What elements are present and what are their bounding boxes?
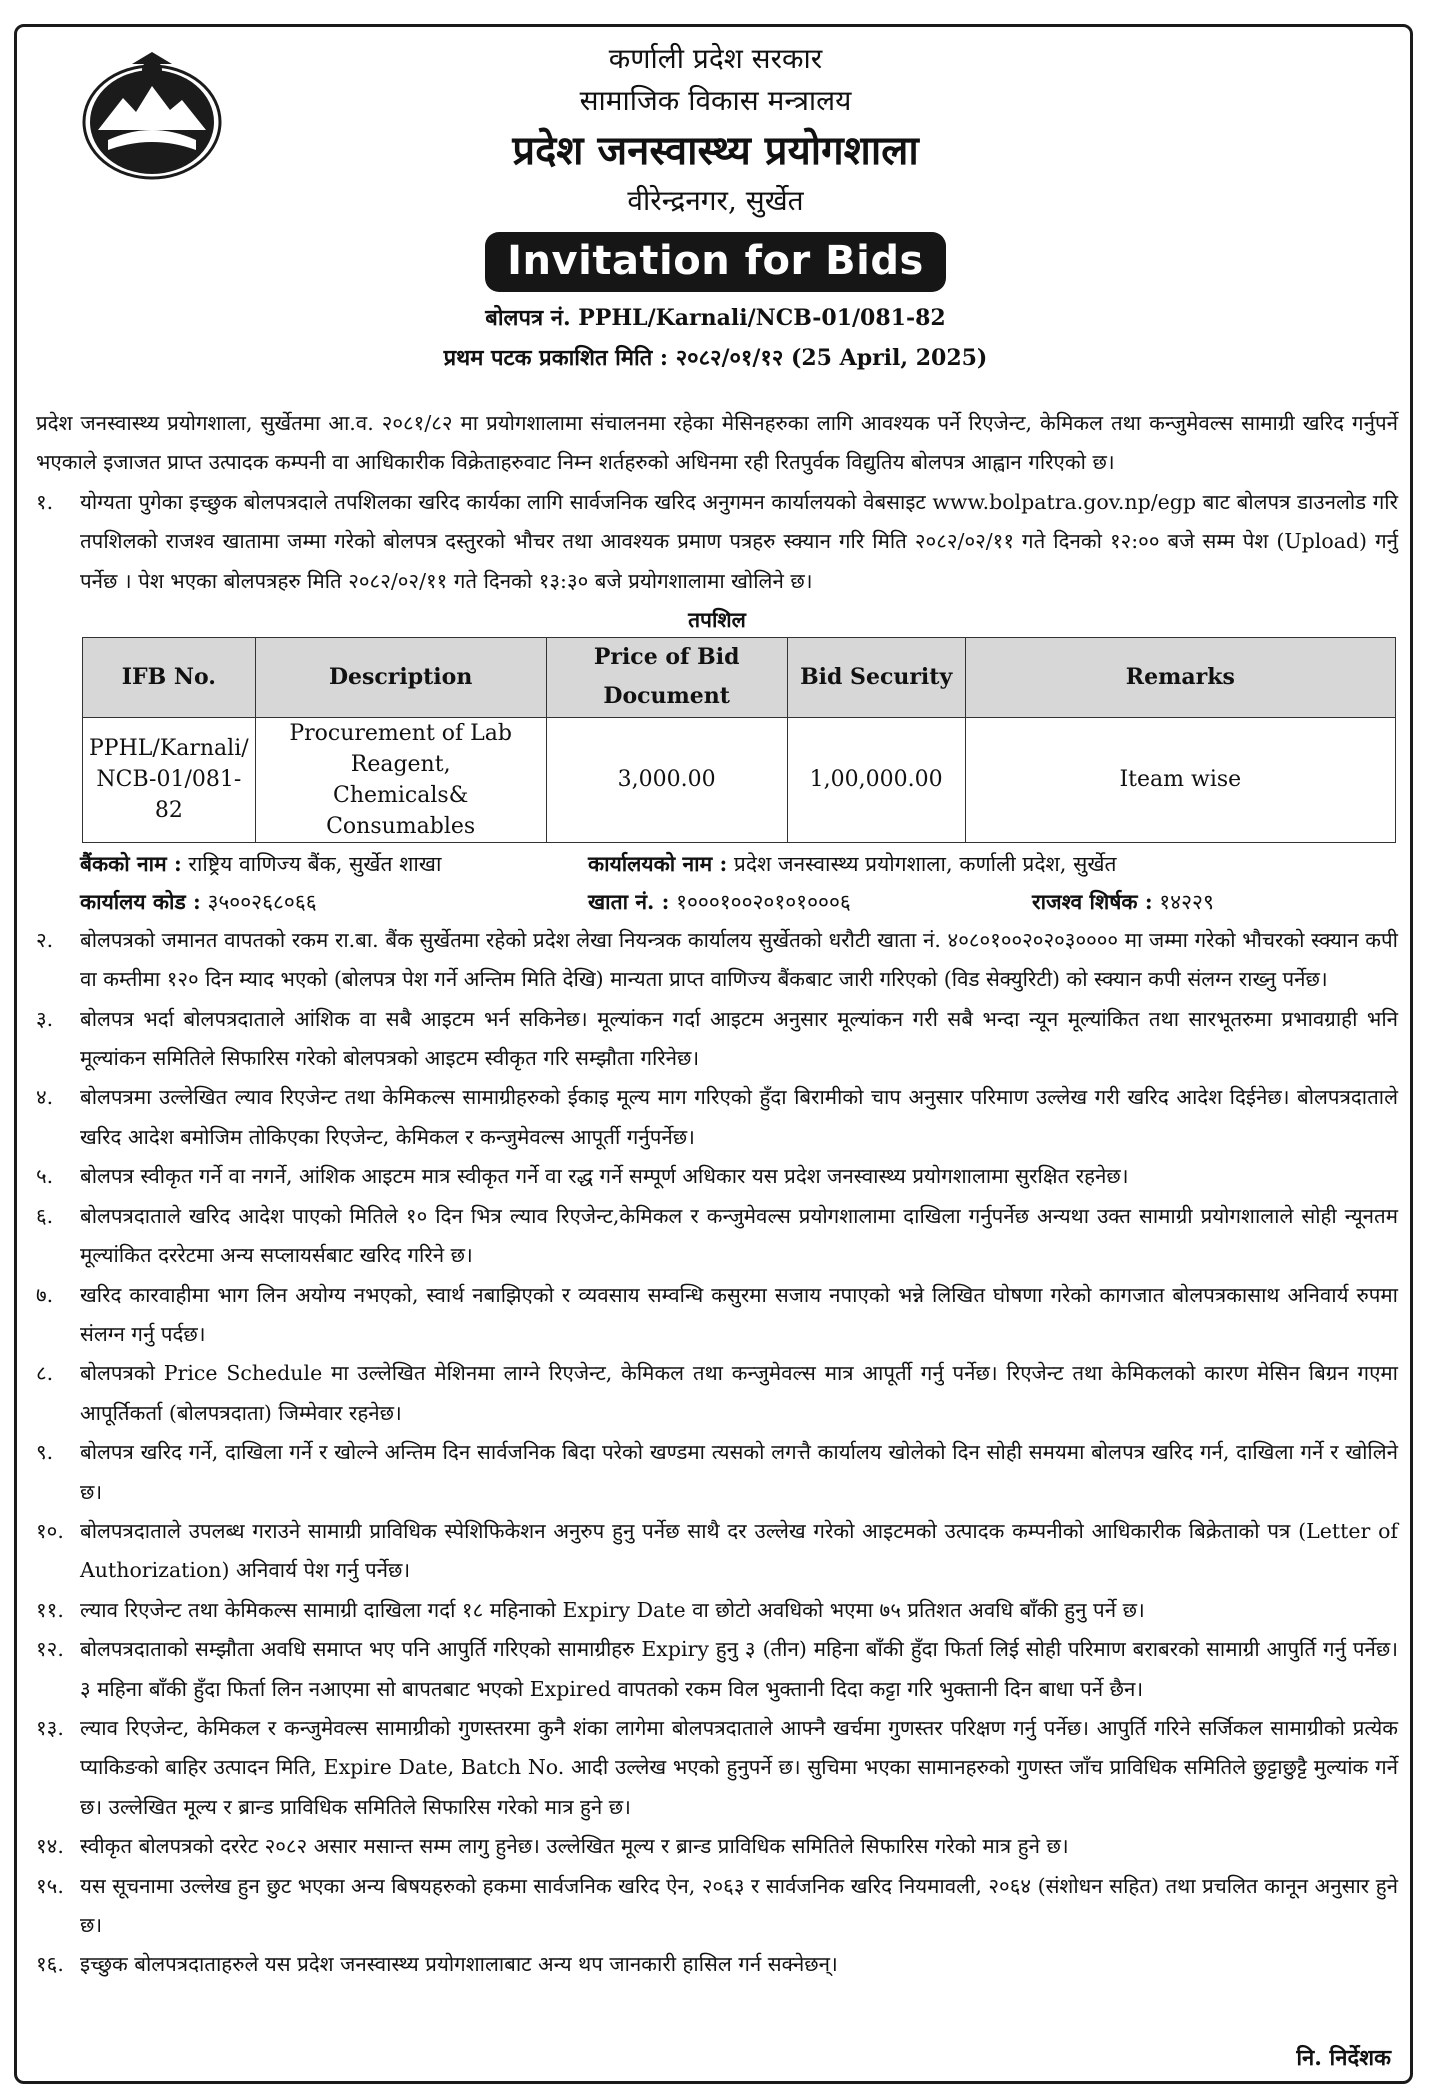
table-row xyxy=(83,717,1396,842)
office-code-label: कार्यालय कोड : xyxy=(80,888,201,914)
ministry-name: सामाजिक विकास मन्त्रालय xyxy=(579,84,852,117)
item-number: ६. xyxy=(36,1203,54,1228)
item-text: बोलपत्रदाताले उपलब्ध गराउने सामाग्री प्राविधिक स्पेशिफिकेशन अनुरुप हुनु पर्नेछ साथै दर उल्लेख गरेको आइटमको उत्पादक कम्पनीको आधिकारीक बिक्रेताको पत्र (Letter of Authorization) अनिवार्य पेश गर्नु पर्नेछ। xyxy=(80,1518,1398,1583)
ifb-line-2: NCB-01/081-82 xyxy=(96,767,242,824)
table-header-row xyxy=(83,638,1396,718)
item-text: ल्याव रिएजेन्ट तथा केमिकल्स सामाग्री दाखिला गर्दा १८ महिनाको Expiry Date वा छोटो अवधिको भएमा ७५ प्रतिशत अवधि बाँकी हुनु पर्ने छ। xyxy=(80,1597,1145,1622)
list-item xyxy=(36,1630,1398,1709)
ifb-line-1: PPHL/Karnali/ xyxy=(89,736,249,762)
item-number: १३. xyxy=(36,1715,64,1740)
item-text: यस सूचनामा उल्लेख हुन छुट भएका अन्य बिषयहरुको हकमा सार्वजनिक खरिद ऐन, २०६३ र सार्वजनिक खरिद नियमावली, २०६४ (संशोधन सहित) तथा प्रचलित कानून अनुसार हुने छ। xyxy=(80,1873,1398,1937)
desc-line-1: Procurement of Lab Reagent, xyxy=(289,720,512,777)
item-number: १६. xyxy=(36,1952,64,1977)
bank-name xyxy=(80,845,588,883)
schedule-table xyxy=(82,637,1396,843)
revenue-label: राजश्व शिर्षक : xyxy=(1032,888,1153,914)
item-text: खरिद कारवाहीमा भाग लिन अयोग्य नभएको, स्वार्थ नबाझिएको र व्यवसाय सम्वन्धि कसुरमा सजाय नपाएको भन्ने लिखित घोषणा गरेको कागजात बोलपत्रकासाथ अनिवार्य रुपमा संलग्न गर्नु पर्दछ। xyxy=(80,1282,1398,1346)
list-item xyxy=(36,483,1398,601)
list-item xyxy=(36,1197,1398,1276)
item-text: स्वीकृत बोलपत्रको दररेट २०८२ असार मसान्त सम्म लागु हुनेछ। उल्लेखित मूल्य र ब्रान्ड प्राविधिक समितिले सिफारिस गरेको मात्र हुने छ। xyxy=(80,1834,1069,1859)
list-item xyxy=(36,1867,1398,1946)
item-number: १५. xyxy=(36,1873,64,1898)
schedule-title: तपशिल xyxy=(688,607,746,633)
item-text: बोलपत्रको Price Schedule मा उल्लेखित मेशिनमा लाग्ने रिएजेन्ट, केमिकल तथा कन्जुमेवल्स मात्र आपूर्ती गर्नु पर्नेछ। रिएजेन्ट तथा केमिकलको कारण मेसिन बिग्रन गएमा आपूर्तिकर्ता (बोलपत्रदाता) जिम्मेवार रहनेछ। xyxy=(80,1361,1398,1425)
item-text: बोलपत्रदाताले खरिद आदेश पाएको मितिले १० दिन भित्र ल्याव रिएजेन्ट,केमिकल र कन्जुमेवल्स प्रयोगशालामा दाखिला गर्नुपर्नेछ अन्यथा उक्त सामाग्री प्रयोगशालाले सोही न्यूनतम मूल्यांकित दररेटमा अन्य सप्लायर्सबाट खरिद गरिने छ। xyxy=(80,1203,1398,1268)
col-remarks: Remarks xyxy=(965,638,1395,718)
item-text: बोलपत्रको जमानत वापतको रकम रा.बा. बैंक सुर्खेतमा रहेको प्रदेश लेखा नियन्त्रक कार्यालय सुर्खेतको धरौटी खाता नं. ४०८०१००२०२०३०००० मा जम्मा गरेको भौचरको स्क्यान कपी वा कम्तीमा १२० दिन म्याद भएको (बोलपत्र पेश गर्ने अन्तिम मिति देखि) मान्यता प्राप्त वाणिज्य बैंकबाट जारी गरिएको (विड सेक्युरिटी) को स्क्यान कपी संलग्न राख्नु पर्नेछ। xyxy=(80,927,1398,992)
item-text: ल्याव रिएजेन्ट, केमिकल र कन्जुमेवल्स सामाग्रीको गुणस्तरमा कुनै शंका लागेमा बोलपत्रदाताले आफ्नै खर्चमा गुणस्तर परिक्षण गर्नु पर्नेछ। आपुर्ति गरिने सर्जिकल सामाग्रीको प्रत्येक प्याकिङको बाहिर उत्पादन मिति, Expire Date, Batch No. आदी उल्लेख भएको हुनुपर्ने छ। सुचिमा भएका सामानहरुको गुणस्त जाँच प्राविधिक समितिले छुट्टाछुट्टै मुल्यांक गर्ने छ। उल्लेखित मूल्य र ब्रान्ड प्राविधिक समितिले सिफारिस गरेको मात्र हुने छ। xyxy=(80,1715,1398,1819)
col-price: Price of Bid Document xyxy=(546,638,787,718)
signature-title: नि. निर्देशक xyxy=(1296,2045,1391,2071)
bank-name-value: राष्ट्रिय वाणिज्य बैंक, सुर्खेत शाखा xyxy=(188,851,442,876)
invitation-badge: Invitation for Bids xyxy=(485,232,946,292)
item-text: बोलपत्रदाताको सम्झौता अवधि समाप्त भए पनि आपुर्ति गरिएको सामाग्रीहरु Expiry हुनु ३ (तीन) महिना बाँकी हुँदा फिर्ता लिई सोही परिमाण बराबरको सामाग्री आपुर्ति गर्नु पर्नेछ। ३ महिना बाँकी हुँदा फिर्ता लिन नआएमा सो बापतबाट भएको Expired वापतको रकम विल भुक्तानी दिदा कट्टा गरि भुक्तानी दिन बाधा पर्ने छैन। xyxy=(80,1637,1398,1701)
revenue-head xyxy=(1032,883,1214,921)
item-text: योग्यता पुगेका इच्छुक बोलपत्रदाले तपशिलका खरिद कार्यका लागि सार्वजनिक खरिद अनुगमन कार्यालयको वेबसाइट www.bolpatra.gov.np/egp बाट बोलपत्र डाउनलोड गरि तपशिलको राजश्व खातामा जम्मा गरेको बोलपत्र दस्तुरको भौचर तथा आवश्यक प्रमाण पत्रहरु स्क्यान गरि मिति २०८२/०२/११ गते दिनको १२:०० बजे सम्म पेश (Upload) गर्नु पर्नेछ । पेश भएका बोलपत्रहरु मिति २०८२/०२/११ गते दिनको १३:३० बजे प्रयोगशालामा खोलिने छ। xyxy=(80,489,1398,593)
publish-date: प्रथम पटक प्रकाशित मिति : २०८२/०१/१२ (25 April, 2025) xyxy=(443,345,988,371)
item-number: १२. xyxy=(36,1637,64,1662)
province-government: कर्णाली प्रदेश सरकार xyxy=(608,42,823,75)
account-value: १०००१००२०१०१०००६ xyxy=(676,889,851,914)
item-number: ३. xyxy=(36,1006,54,1031)
item-text: बोलपत्र स्वीकृत गर्ने वा नगर्ने, आंशिक आइटम मात्र स्वीकृत गर्ने वा रद्ध गर्ने सम्पूर्ण अधिकार यस प्रदेश जनस्वास्थ्य प्रयोगशालामा सुरक्षित रहनेछ। xyxy=(80,1164,1129,1189)
office-location: वीरेन्द्रनगर, सुर्खेत xyxy=(627,184,804,217)
account-number xyxy=(588,883,1032,921)
notice-header xyxy=(0,38,1431,378)
cell-remarks: Iteam wise xyxy=(965,717,1395,842)
col-description: Description xyxy=(255,638,546,718)
item-number: ८. xyxy=(36,1361,54,1386)
office-name xyxy=(588,845,1117,883)
cell-description xyxy=(255,717,546,842)
item-number: १. xyxy=(36,489,54,514)
bank-name-label: बैंकको नाम : xyxy=(80,850,182,876)
item-number: ९. xyxy=(36,1440,54,1465)
account-label: खाता नं. : xyxy=(588,888,670,914)
list-item xyxy=(36,1157,1398,1196)
list-item xyxy=(36,1000,1398,1079)
office-code xyxy=(80,883,588,921)
list-item xyxy=(36,1591,1398,1630)
revenue-value: १४२२९ xyxy=(1159,889,1214,914)
bank-row-1 xyxy=(80,845,1398,883)
list-item xyxy=(36,1078,1398,1157)
item-number: १०. xyxy=(36,1518,64,1543)
list-item xyxy=(36,1945,1398,1984)
list-item xyxy=(36,1827,1398,1866)
item-text: बोलपत्र खरिद गर्ने, दाखिला गर्ने र खोल्ने अन्तिम दिन सार्वजनिक बिदा परेको खण्डमा त्यसको लगत्तै कार्यालय खोलेको दिन सोही समयमा बोलपत्र खरिद गर्न, दाखिला गर्ने र खोलिने छ। xyxy=(80,1440,1398,1504)
bid-number: बोलपत्र नं. PPHL/Karnali/NCB-01/081-82 xyxy=(485,305,946,331)
office-code-value: ३५००२६८०६६ xyxy=(207,889,317,914)
intro-paragraph: प्रदेश जनस्वास्थ्य प्रयोगशाला, सुर्खेतमा आ.व. २०८१/८२ मा प्रयोगशालामा संचालनमा रहेका मेसिनहरुका लागि आवश्यक पर्ने रिएजेन्ट, केमिकल तथा कन्जुमेवल्स सामाग्री खरिद गर्नुपर्ने भएकाले इजाजत प्राप्त उत्पादक कम्पनी वा आधिकारीक विक्रेताहरुवाट निम्न शर्तहरुको अधिनमा रही रितपुर्वक विद्युतिय बोलपत्र आह्वान गरिएको छ। xyxy=(36,411,1398,475)
list-item xyxy=(36,1354,1398,1433)
item-text: बोलपत्र भर्दा बोलपत्रदाताले आंशिक वा सबै आइटम भर्न सकिनेछ। मूल्यांकन गर्दा आइटम अनुसार मूल्यांकन गरी सबै भन्दा न्यून मूल्यांकित तथा सारभूतरुमा प्रभावग्राही भनि मूल्यांकन समितिले सिफारिस गरेको बोलपत्रको आइटम स्वीकृत गरि सम्झौता गरिनेछ। xyxy=(80,1006,1398,1071)
item-number: ७. xyxy=(36,1282,54,1307)
item-number: ११. xyxy=(36,1597,64,1622)
bank-row-2 xyxy=(80,883,1398,921)
list-item xyxy=(36,1276,1398,1355)
office-name-value: प्रदेश जनस्वास्थ्य प्रयोगशाला, कर्णाली प्रदेश, सुर्खेत xyxy=(733,851,1117,876)
item-text: इच्छुक बोलपत्रदाताहरुले यस प्रदेश जनस्वास्थ्य प्रयोगशालाबाट अन्य थप जानकारी हासिल गर्न सक्नेछन्। xyxy=(80,1952,838,1977)
desc-line-2: Chemicals& Consumables xyxy=(326,782,476,839)
item-number: ५. xyxy=(36,1164,54,1189)
list-item xyxy=(36,921,1398,1000)
item-text: बोलपत्रमा उल्लेखित ल्याव रिएजेन्ट तथा केमिकल्स सामाग्रीहरुको ईकाइ मूल्य माग गरिएको हुँदा बिरामीको चाप अनुसार परिमाण उल्लेख गरी खरिद आदेश दिईनेछ। बोलपत्रदाताले खरिद आदेश बमोजिम तोकिएका रिएजेन्ट, केमिकल र कन्जुमेवल्स आपूर्ती गर्नुपर्नेछ। xyxy=(80,1085,1398,1149)
list-item xyxy=(36,1433,1398,1512)
office-title: प्रदेश जनस्वास्थ्य प्रयोगशाला xyxy=(512,128,919,174)
cell-ifb-no xyxy=(83,717,256,842)
bank-details xyxy=(80,845,1398,921)
cell-price: 3,000.00 xyxy=(546,717,787,842)
list-item xyxy=(36,1512,1398,1591)
notice-body xyxy=(36,404,1398,1985)
col-ifb-no: IFB No. xyxy=(83,638,256,718)
cell-security: 1,00,000.00 xyxy=(787,717,965,842)
item-number: २. xyxy=(36,927,54,952)
office-name-label: कार्यालयको नाम : xyxy=(588,850,728,876)
item-number: ४. xyxy=(36,1085,54,1110)
list-item xyxy=(36,1709,1398,1827)
item-number: १४. xyxy=(36,1834,64,1859)
col-security: Bid Security xyxy=(787,638,965,718)
